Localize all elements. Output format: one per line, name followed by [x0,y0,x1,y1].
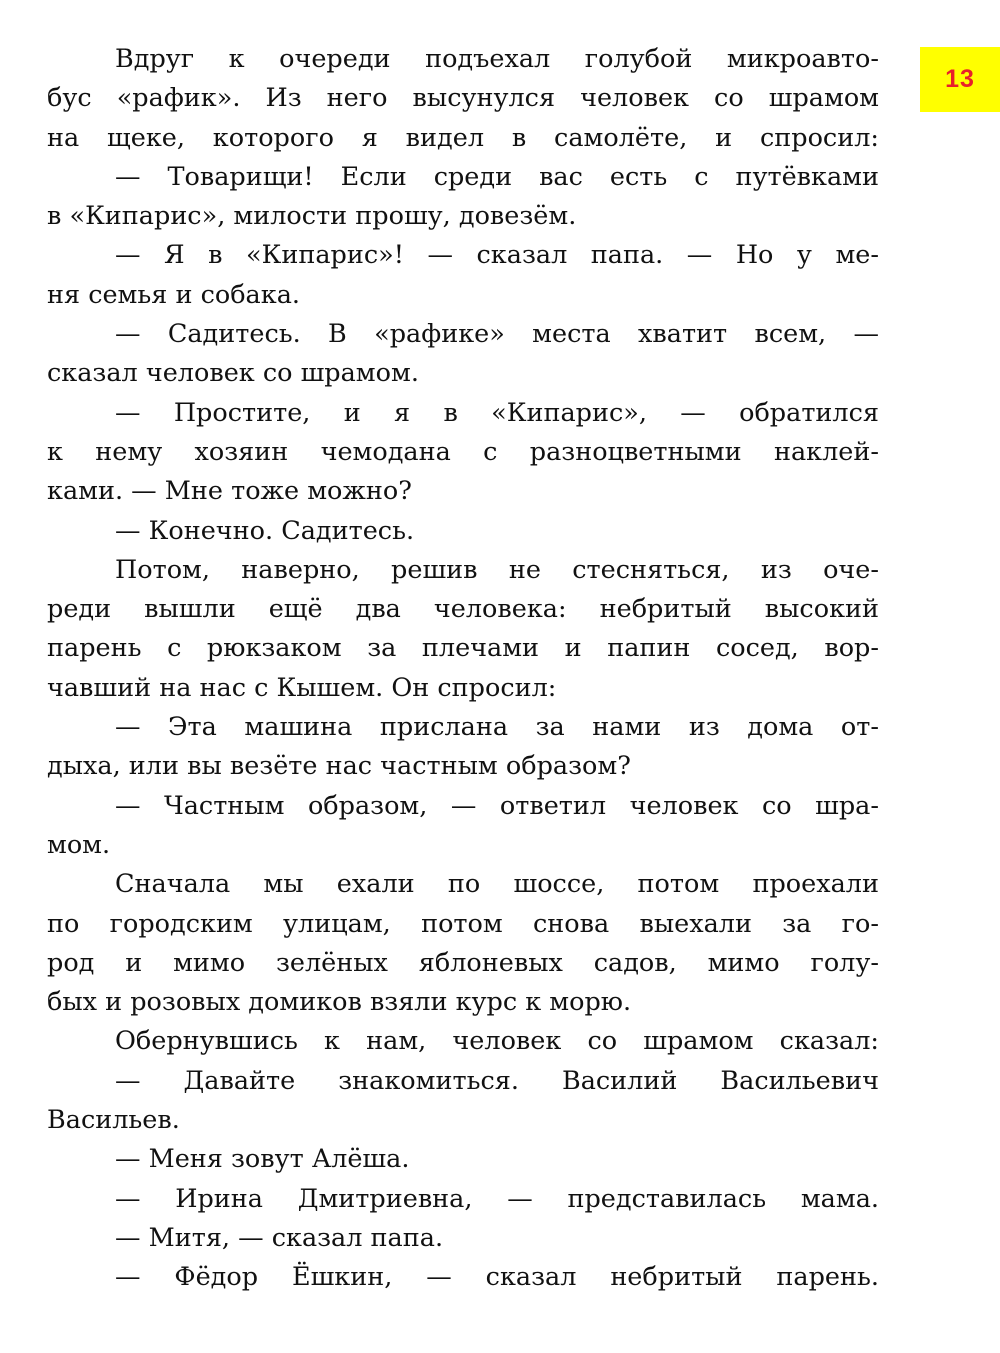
text-line: бус «рафик». Из него высунулся человек со шрамом [47,83,879,114]
text-line: парень с рюкзаком за плечами и папин сосед, вор- [47,633,879,664]
text-line: — Митя, — сказал папа. [115,1222,444,1253]
text-line: — Давайте знакомиться. Василий Васильевич [115,1065,879,1096]
text-line: — Садитесь. В «рафике» места хватит всем, — [115,319,879,350]
text-line: — Эта машина прислана за нами из дома от- [115,712,879,743]
text-line: — Ирина Дмитриевна, — представилась мама. [115,1183,879,1214]
page-number: 13 [945,65,975,93]
text-line: Сначала мы ехали по шоссе, потом проехали [115,869,879,900]
text-line: реди вышли ещё два человека: небритый высокий [47,594,879,625]
text-line: Васильев. [47,1105,180,1136]
text-line: на щеке, которого я видел в самолёте, и спросил: [47,122,879,153]
text-line: — Я в «Кипарис»! — сказал папа. — Но у ме- [115,240,879,271]
text-line: ня семья и собака. [47,279,301,310]
text-line: Обернувшись к нам, человек со шрамом сказал: [115,1026,879,1057]
text-line: в «Кипарис», милости прошу, довезём. [47,201,577,232]
text-line: — Товарищи! Если среди вас есть с путёвками [115,161,879,192]
text-line: — Частным образом, — ответил человек со шра- [115,790,879,821]
text-line: — Фёдор Ёшкин, — сказал небритый парень. [115,1262,879,1293]
text-line: сказал человек со шрамом. [47,358,419,389]
text-line: — Простите, и я в «Кипарис», — обратился [115,397,879,428]
page-number-badge [920,47,1000,112]
story-text [47,40,879,1298]
text-line: бых и розовых домиков взяли курс к морю. [47,987,632,1018]
text-line: — Меня зовут Алёша. [115,1144,410,1175]
text-line: Потом, наверно, решив не стесняться, из оче- [115,554,879,585]
text-line: к нему хозяин чемодана с разноцветными наклей- [47,436,879,467]
text-line: мом. [47,829,111,860]
text-line: Вдруг к очереди подъехал голубой микроавто- [115,44,879,74]
text-line: чавший на нас с Кышем. Он спросил: [47,672,557,703]
text-line: по городским улицам, потом снова выехали за го- [47,908,879,939]
text-line: — Конечно. Садитесь. [115,515,415,546]
text-line: род и мимо зелёных яблоневых садов, мимо голу- [47,947,879,978]
text-line: ками. — Мне тоже можно? [47,476,412,507]
text-line: дыха, или вы везёте нас частным образом? [47,751,631,782]
